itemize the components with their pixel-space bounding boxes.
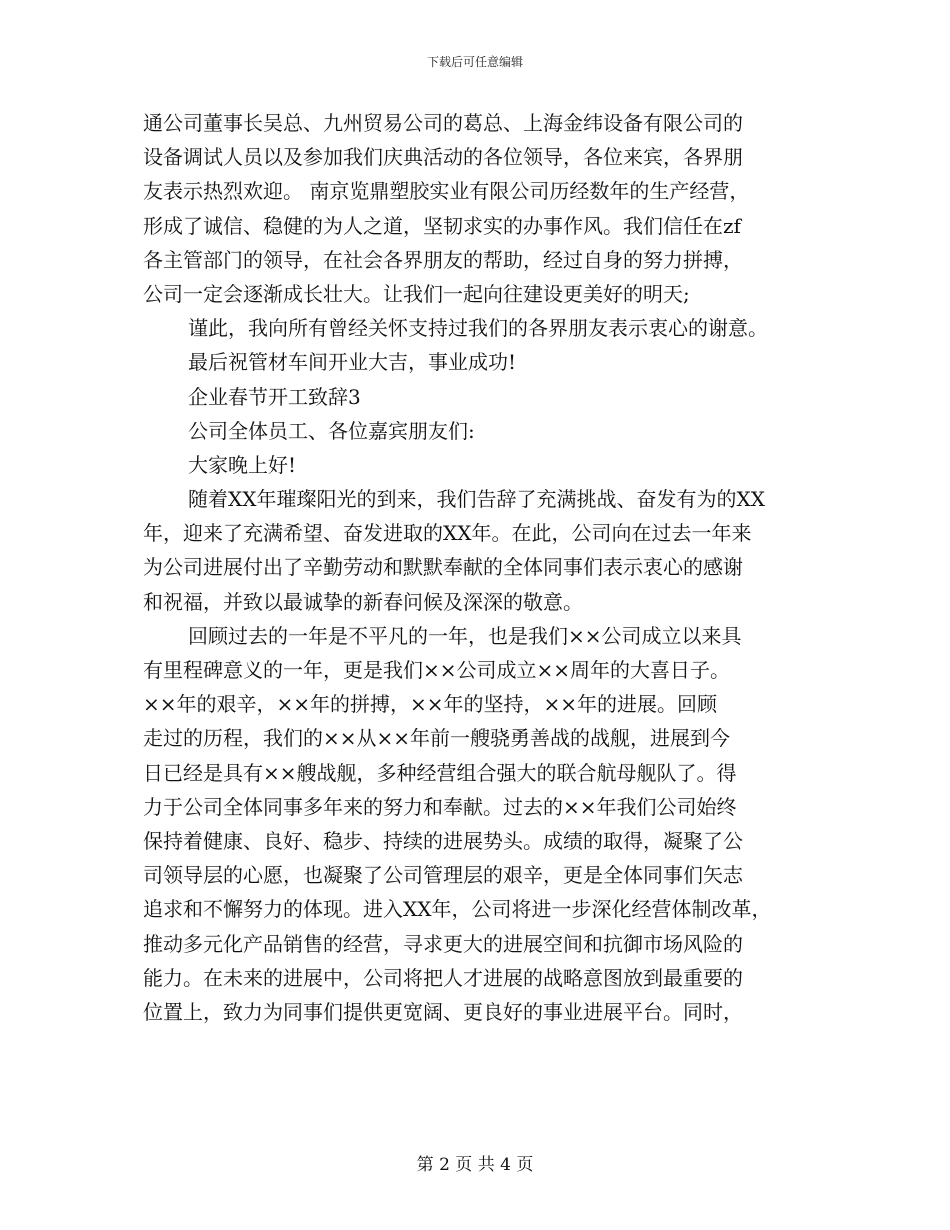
page-footer: 第 2 页 共 4 页 [416, 1155, 534, 1175]
text-line: 追求和不懈努力的体现。进入XX年，公司将进一步深化经营体制改革， [143, 897, 772, 922]
text-line: 日已经是具有××艘战舰，多种经营组合强大的联合航母舰队了。得 [143, 760, 737, 785]
text-line: 回顾过去的一年是不平凡的一年，也是我们××公司成立以来具 [188, 623, 742, 648]
text-line: 企业春节开工致辞3 [188, 384, 361, 409]
text-line: 为公司进展付出了辛勤劳动和默默奉献的全体同事们表示衷心的感谢 [143, 555, 743, 580]
text-line: 推动多元化产品销售的经营，寻求更大的进展空间和抗御市场风险的 [143, 931, 743, 956]
text-line: 最后祝管材车间开业大吉，事业成功! [188, 350, 517, 375]
text-line: 走过的历程，我们的××从××年前一艘骁勇善战的战舰，进展到今 [143, 726, 731, 751]
text-line: 随着XX年璀璨阳光的到来，我们告辞了充满挑战、奋发有为的XX [188, 487, 765, 512]
text-line: 大家晚上好! [188, 452, 297, 477]
text-line: 位置上，致力为同事们提供更宽阔、更良好的事业进展平台。同时， [143, 999, 743, 1024]
text-line: 司领导层的心愿，也凝聚了公司管理层的艰辛，更是全体同事们矢志 [143, 863, 743, 888]
text-line: 有里程碑意义的一年，更是我们××公司成立××周年的大喜日子。 [143, 658, 731, 682]
text-line: 友表示热烈欢迎。 南京览鼎塑胶实业有限公司历经数年的生产经营， [143, 179, 750, 204]
text-line: 保持着健康、良好、稳步、持续的进展势头。成绩的取得，凝聚了公 [143, 828, 743, 853]
text-line: 能力。在未来的进展中，公司将把人才进展的战略意图放到最重要的 [143, 965, 743, 990]
document-body [143, 106, 823, 1029]
page-header: 下载后可任意编辑 [426, 55, 523, 69]
text-line: 年，迎来了充满希望、奋发进取的XX年。在此，公司向在过去一年来 [143, 521, 752, 546]
text-line: 各主管部门的领导，在社会各界朋友的帮助，经过自身的努力拼搏， [143, 247, 743, 272]
text-line: 设备调试人员以及参加我们庆典活动的各位领导，各位来宾，各界朋 [143, 145, 743, 170]
text-line: 公司一定会逐渐成长壮大。让我们一起向往建设更美好的明天; [143, 281, 690, 306]
text-line: 通公司董事长吴总、九州贸易公司的葛总、上海金纬设备有限公司的 [143, 111, 743, 135]
text-line: ××年的艰辛，××年的拼搏，××年的坚持，××年的进展。回顾 [143, 692, 718, 717]
text-line: 形成了诚信、稳健的为人之道，坚韧求实的办事作风。我们信任在zf [143, 213, 741, 238]
text-line: 和祝福，并致以最诚挚的新春问候及深深的敬意。 [143, 589, 583, 614]
text-line: 力于公司全体同事多年来的努力和奉献。过去的××年我们公司始终 [143, 794, 737, 819]
text-line: 谨此，我向所有曾经关怀支持过我们的各界朋友表示衷心的谢意。 [188, 316, 768, 341]
text-line: 公司全体员工、各位嘉宾朋友们: [188, 418, 475, 443]
